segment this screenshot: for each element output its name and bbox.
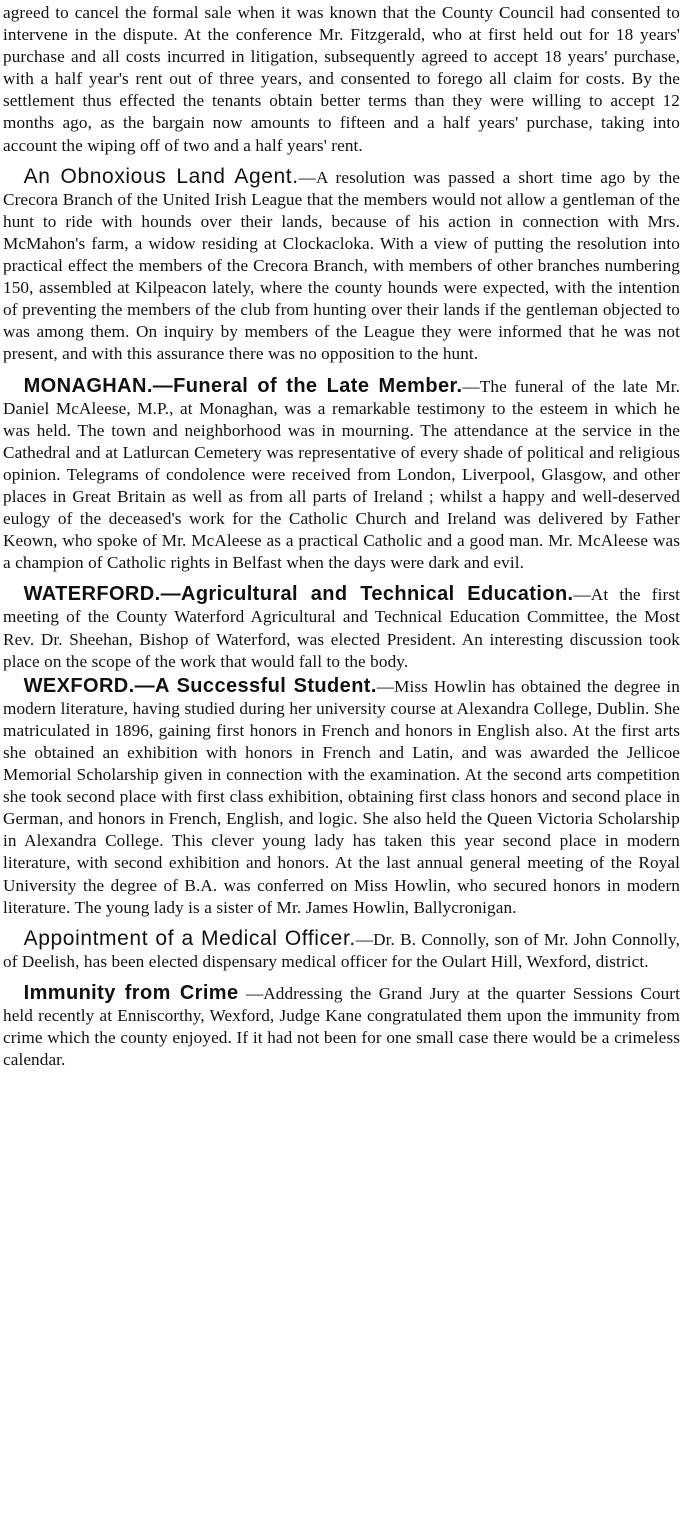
article-heading: An Obnoxious Land Agent.: [23, 164, 299, 188]
article-land-settlement: [3, 2, 680, 157]
article-body: —Addressing the Grand Jury at the quarter Sessions Court held recently at Enniscorthy, Wexford, Judge Kane congratulated them upon the immunity from crime which the county enjoyed. If it had not been for one small case there would be a crimeless calendar.: [3, 983, 680, 1070]
article-wexford-student: [3, 675, 680, 919]
article-waterford-education: [3, 583, 680, 672]
article-body: —A resolution was passed a short time ago by the Crecora Branch of the United Irish League that the members would not allow a gentleman of the hunt to ride with hounds over their lands, because of his action in connection with Mrs. McMahon's farm, a widow residing at Clockacloka. With a view of putting the resolution into practical effect the members of the Crecora Branch, with members of other branches numbering 150, assembled at Kilpeacon lately, where the county hounds were expected, with the intention of preventing the members of the club from hunting over their lands if the gentleman objected to was among them. On inquiry by members of the League they were informed that he was not present, and with this assurance there was no opposition to the hunt.: [3, 167, 680, 364]
article-body: —The funeral of the late Mr. Daniel McAleese, M.P., at Monaghan, was a remarkable testimony to the esteem in which he was held. The town and neighborhood was in mourning. The attendance at the service in the Cathedral and at Latlurcan Cemetery was representative of every shade of political and religious opinion. Telegrams of condolence were received from London, Liverpool, Glasgow, and other places in Great Britain as well as from all parts of Ireland ; whilst a happy and well-deserved eulogy of the deceased's work for the Catholic Church and Ireland was delivered by Father Keown, who spoke of Mr. McAleese as a practical Catholic and a good man. Mr. McAleese was a champion of Catholic rights in Belfast when the days were dark and evil.: [3, 376, 681, 573]
article-body: agreed to cancel the formal sale when it was known that the County Council had consented to intervene in the dispute. At the conference Mr. Fitzgerald, who at first held out for 18 years' purchase and all costs incurred in litigation, subsequently agreed to accept 18 years' purchase, with a half year's rent out of three years, and consented to forego all claim for costs. By the settlement thus effected the tenants obtain better terms than they were willing to accept 12 months ago, as the bargain now amounts to fifteen and a half years' purchase, taking into account the wiping off of two and a half years' rent.: [3, 3, 680, 155]
article-monaghan-funeral: [3, 375, 680, 575]
article-body: —Miss Howlin has obtained the degree in modern literature, having studied during her university course at Alexandra College, Dublin. She matriculated in 1896, gaining first honors in French and honors in English also. At the first arts she obtained an exhibition with honors in French and Latin, and was awarded the Jellicoe Memorial Scholarship given in connection with the examination. At the second arts competition she took second place with first class exhibition, obtaining first class honors and second place in German, and honors in French, English, and logic. She also held the Queen Victoria Scholarship in Alexandra College. This clever young lady has taken this year second place in modern literature, with second exhibition and honors. At the last annual general meeting of the Royal University the degree of B.A. was conferred on Miss Howlin, who secured honors in modern literature. The young lady is a sister of Mr. James Howlin, Ballycronigan.: [3, 676, 680, 917]
article-immunity-from-crime: [3, 982, 680, 1071]
article-medical-officer: [3, 928, 680, 973]
article-body: —At the first meeting of the County Waterford Agricultural and Technical Education Committee, the Most Rev. Dr. Sheehan, Bishop of Waterford, was elected President. An interesting discussion took place on the scope of the work that would fall to the body.: [3, 585, 680, 671]
article-heading: Appointment of a Medical Officer.: [23, 926, 356, 950]
article-obnoxious-land-agent: [3, 166, 680, 366]
article-heading: Immunity from Crime: [23, 981, 239, 1004]
article-heading: WATERFORD.—Agricultural and Technical Education.: [23, 583, 574, 606]
article-body: —Dr. B. Connolly, son of Mr. John Connolly, of Deelish, has been elected dispensary medical officer for the Oulart Hill, Wexford, district.: [3, 929, 680, 971]
article-heading: MONAGHAN.—Funeral of the Late Member.: [23, 374, 463, 397]
article-heading: WEXFORD.—A Successful Student.: [23, 674, 377, 697]
